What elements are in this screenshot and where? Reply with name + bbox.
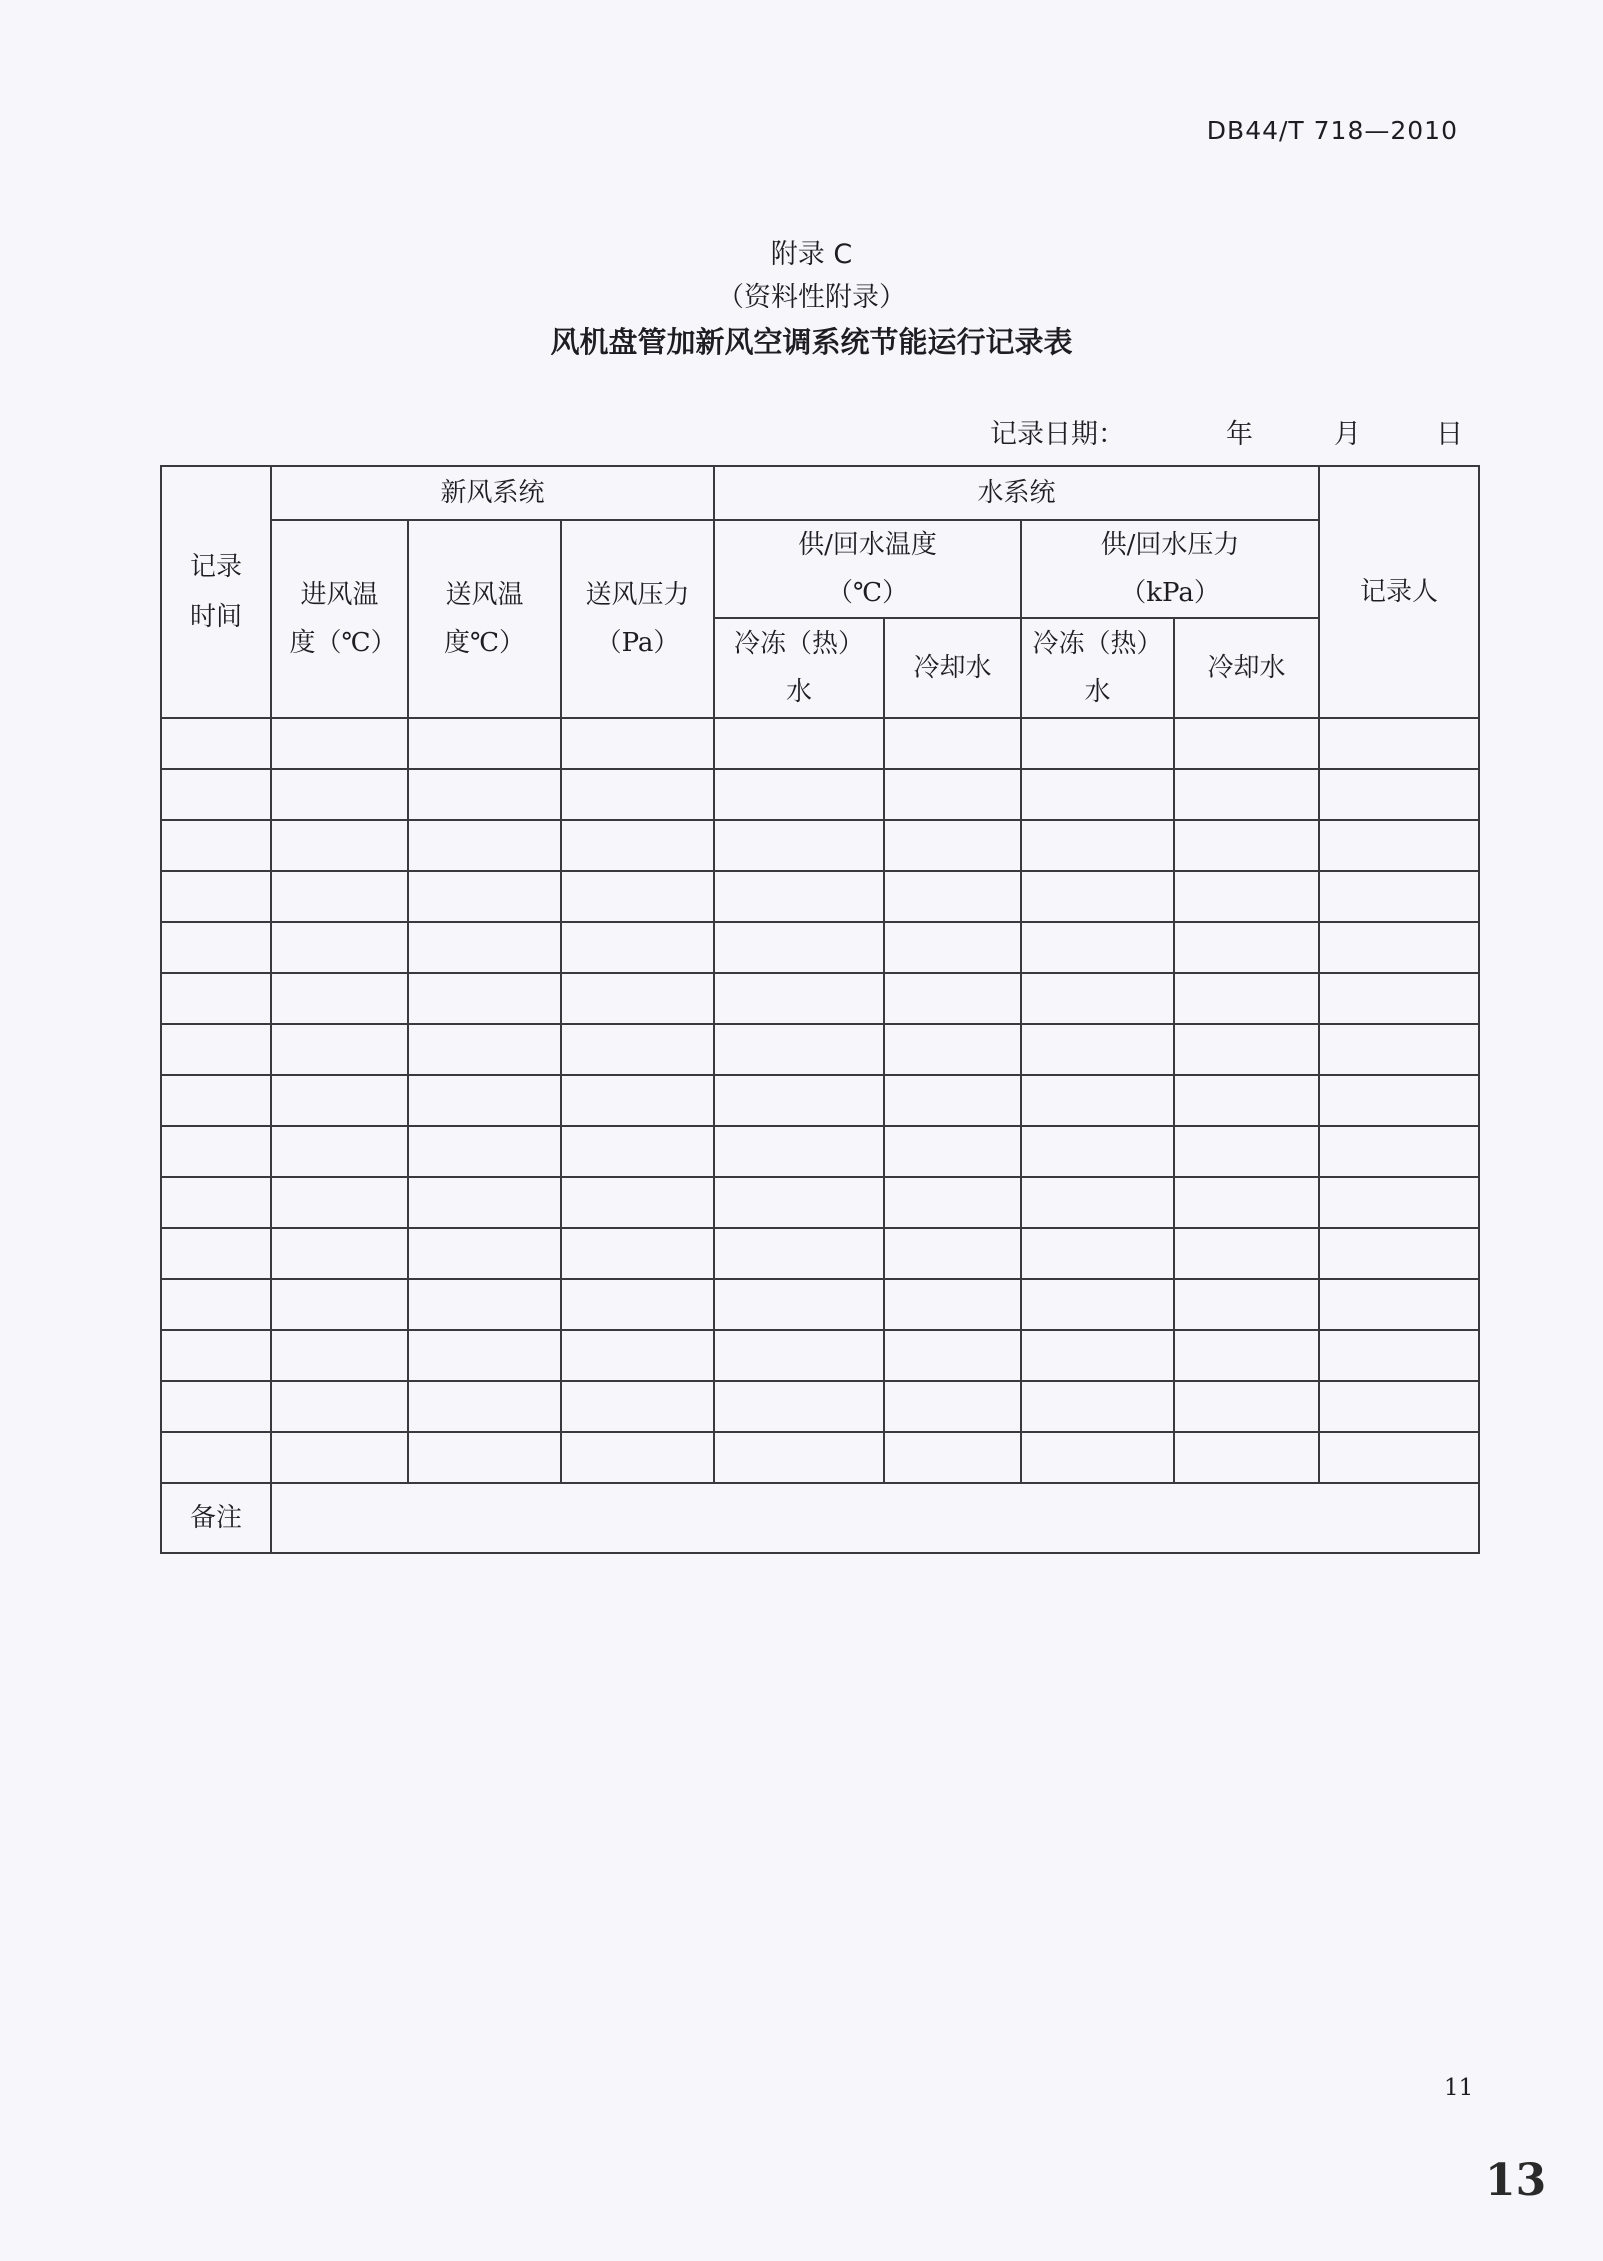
table-cell[interactable] [271,922,408,973]
table-row [161,871,1479,922]
table-cell[interactable] [1021,820,1174,871]
table-cell[interactable] [1174,820,1319,871]
header-fresh-air-system: 新风系统 [271,466,714,520]
table-cell[interactable] [884,1381,1021,1432]
table-cell[interactable] [1174,1228,1319,1279]
table-cell[interactable] [1174,973,1319,1024]
table-cell[interactable] [1021,1177,1174,1228]
header-inlet-temp: 进风温度（℃） [271,520,408,718]
header-cooling-water-pressure: 冷却水 [1174,618,1319,718]
table-cell[interactable] [161,1024,271,1075]
table-cell[interactable] [161,1177,271,1228]
table-row [161,1075,1479,1126]
table-cell[interactable] [161,871,271,922]
table-cell[interactable] [408,769,561,820]
table-cell[interactable] [1174,1177,1319,1228]
table-cell[interactable] [408,820,561,871]
table-cell[interactable] [1021,1279,1174,1330]
table-cell[interactable] [1021,769,1174,820]
table-cell[interactable] [884,871,1021,922]
table-cell[interactable] [561,1330,714,1381]
table-cell[interactable] [1021,1432,1174,1483]
table-cell[interactable] [271,820,408,871]
scan-page-stamp: 13 [1485,2155,1547,2206]
table-cell[interactable] [271,871,408,922]
table-cell[interactable] [161,922,271,973]
header-water-pressure: 供/回水压力（kPa） [1021,520,1319,618]
table-cell[interactable] [884,769,1021,820]
table-cell[interactable] [408,1381,561,1432]
table-cell[interactable] [271,1381,408,1432]
table-cell[interactable] [408,871,561,922]
table-cell[interactable] [561,1381,714,1432]
table-cell[interactable] [271,1024,408,1075]
table-cell[interactable] [161,1381,271,1432]
table-cell[interactable] [714,1177,884,1228]
table-cell[interactable] [161,718,271,769]
table-cell[interactable] [1021,1330,1174,1381]
table-cell[interactable] [561,1126,714,1177]
table-row [161,718,1479,769]
table-cell[interactable] [1021,922,1174,973]
table-cell[interactable] [1319,1432,1479,1483]
table-row [161,820,1479,871]
table-cell[interactable] [561,1279,714,1330]
table-cell[interactable] [1319,1126,1479,1177]
table-row [161,973,1479,1024]
table-cell[interactable] [884,1126,1021,1177]
table-cell[interactable] [1319,1024,1479,1075]
remarks-field[interactable] [271,1483,1479,1553]
table-cell[interactable] [1319,820,1479,871]
table-cell[interactable] [884,1075,1021,1126]
table-cell[interactable] [884,1432,1021,1483]
table-cell[interactable] [1319,1228,1479,1279]
record-date-day: 日 [1436,419,1463,450]
table-cell[interactable] [408,1177,561,1228]
table-cell[interactable] [714,1228,884,1279]
table-cell[interactable] [1319,769,1479,820]
table-cell[interactable] [271,1330,408,1381]
table-cell[interactable] [271,1279,408,1330]
header-chilled-water-pressure: 冷冻（热）水 [1021,618,1174,718]
table-cell[interactable] [561,1177,714,1228]
table-cell[interactable] [271,1126,408,1177]
table-cell[interactable] [1319,1381,1479,1432]
table-cell[interactable] [714,973,884,1024]
table-cell[interactable] [1174,1330,1319,1381]
table-row [161,1279,1479,1330]
record-table [160,465,1480,1554]
table-row [161,1228,1479,1279]
table-cell[interactable] [561,922,714,973]
table-cell[interactable] [161,1126,271,1177]
table-row [161,922,1479,973]
table-cell[interactable] [1021,1024,1174,1075]
table-cell[interactable] [1021,1075,1174,1126]
table-cell[interactable] [161,1075,271,1126]
appendix-label: 附录 C [770,239,853,270]
table-cell[interactable] [1174,1024,1319,1075]
table-cell[interactable] [561,973,714,1024]
header-recorder: 记录人 [1319,466,1479,718]
table-cell[interactable] [884,718,1021,769]
table-row [161,1126,1479,1177]
table-cell[interactable] [1319,1330,1479,1381]
table-cell[interactable] [1319,871,1479,922]
table-cell[interactable] [714,1330,884,1381]
table-cell[interactable] [884,922,1021,973]
record-rows [161,718,1479,1483]
table-cell[interactable] [561,1228,714,1279]
table-cell[interactable] [884,1279,1021,1330]
table-cell[interactable] [1174,922,1319,973]
table-cell[interactable] [1174,871,1319,922]
header-water-temp: 供/回水温度（℃） [714,520,1021,618]
standard-code: DB44/T 718—2010 [1206,116,1458,145]
table-cell[interactable] [1174,769,1319,820]
table-cell[interactable] [714,1279,884,1330]
table-cell[interactable] [1319,1177,1479,1228]
table-cell[interactable] [161,1279,271,1330]
table-cell[interactable] [408,1279,561,1330]
table-cell[interactable] [161,769,271,820]
table-cell[interactable] [1174,718,1319,769]
table-cell[interactable] [1174,1279,1319,1330]
header-cooling-water-temp: 冷却水 [884,618,1021,718]
table-cell[interactable] [161,1330,271,1381]
table-cell[interactable] [1021,1228,1174,1279]
table-cell[interactable] [714,1126,884,1177]
table-cell[interactable] [1021,871,1174,922]
table-cell[interactable] [1174,1075,1319,1126]
table-cell[interactable] [408,1075,561,1126]
table-cell[interactable] [1319,1075,1479,1126]
header-water-system: 水系统 [714,466,1319,520]
header-supply-temp: 送风温度℃） [408,520,561,718]
table-cell[interactable] [161,1432,271,1483]
record-date-year: 年 [1226,419,1253,450]
table-row [161,1432,1479,1483]
table-cell[interactable] [561,718,714,769]
remarks-label: 备注 [161,1483,271,1553]
table-title: 风机盘管加新风空调系统节能运行记录表 [550,325,1073,359]
table-cell[interactable] [884,1330,1021,1381]
table-cell[interactable] [714,769,884,820]
record-date-month: 月 [1334,419,1361,450]
table-cell[interactable] [561,1432,714,1483]
table-cell[interactable] [271,1228,408,1279]
table-cell[interactable] [884,1024,1021,1075]
table-cell[interactable] [884,820,1021,871]
table-cell[interactable] [884,973,1021,1024]
table-cell[interactable] [1174,1432,1319,1483]
table-cell[interactable] [408,922,561,973]
table-cell[interactable] [271,973,408,1024]
table-cell[interactable] [1021,973,1174,1024]
table-cell[interactable] [561,871,714,922]
table-row [161,769,1479,820]
table-cell[interactable] [714,718,884,769]
table-cell[interactable] [714,820,884,871]
table-cell[interactable] [714,1432,884,1483]
table-cell[interactable] [714,1075,884,1126]
table-cell[interactable] [408,973,561,1024]
table-cell[interactable] [408,718,561,769]
table-cell[interactable] [1319,922,1479,973]
table-cell[interactable] [271,1177,408,1228]
header-supply-pressure: 送风压力（Pa） [561,520,714,718]
header-chilled-water-temp: 冷冻（热）水 [714,618,884,718]
table-cell[interactable] [408,1126,561,1177]
table-cell[interactable] [561,1024,714,1075]
table-row [161,1330,1479,1381]
table-cell[interactable] [408,1330,561,1381]
table-cell[interactable] [408,1432,561,1483]
table-row [161,1381,1479,1432]
table-cell[interactable] [408,1228,561,1279]
table-cell[interactable] [1319,973,1479,1024]
page-number: 11 [1444,2075,1474,2101]
table-cell[interactable] [884,1177,1021,1228]
table-cell[interactable] [271,769,408,820]
table-cell[interactable] [271,718,408,769]
table-cell[interactable] [161,973,271,1024]
table-row [161,1177,1479,1228]
table-cell[interactable] [1021,1126,1174,1177]
table-cell[interactable] [714,1381,884,1432]
table-cell[interactable] [161,820,271,871]
table-cell[interactable] [1319,718,1479,769]
table-cell[interactable] [161,1228,271,1279]
table-cell[interactable] [561,769,714,820]
table-cell[interactable] [714,871,884,922]
table-cell[interactable] [884,1228,1021,1279]
table-cell[interactable] [1021,718,1174,769]
table-cell[interactable] [714,922,884,973]
table-cell[interactable] [561,1075,714,1126]
table-cell[interactable] [561,820,714,871]
table-row [161,1024,1479,1075]
table-cell[interactable] [271,1432,408,1483]
table-cell[interactable] [408,1024,561,1075]
table-cell[interactable] [714,1024,884,1075]
table-cell[interactable] [271,1075,408,1126]
header-record-time: 记录时间 [161,466,271,718]
table-cell[interactable] [1174,1381,1319,1432]
table-cell[interactable] [1319,1279,1479,1330]
table-cell[interactable] [1174,1126,1319,1177]
record-date-label: 记录日期： [990,419,1125,450]
table-cell[interactable] [1021,1381,1174,1432]
annex-type: （资料性附录） [717,282,906,313]
